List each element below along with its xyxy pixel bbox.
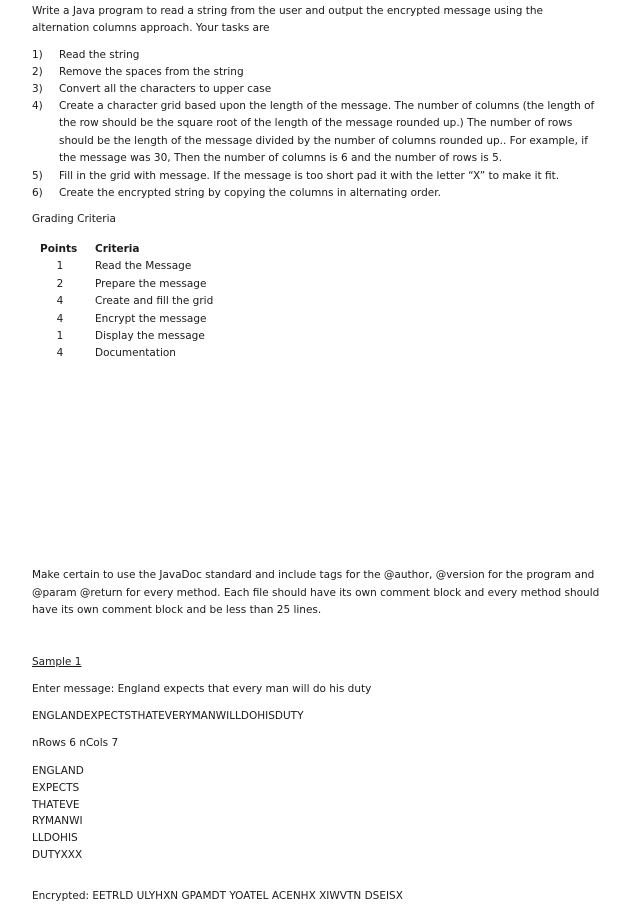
points-cell: 1	[56, 260, 64, 273]
criteria-column-header: Criteria	[95, 243, 140, 255]
criteria-cell: Documentation	[95, 347, 176, 360]
list-item-text: Read the string	[59, 49, 140, 61]
list-item-number: 1)	[32, 49, 43, 61]
grading-heading: Grading Criteria	[32, 213, 116, 225]
intro-paragraph: Write a Java program to read a string from the user and output the encrypted message using the alternation columns approach. Your tasks are	[32, 5, 543, 34]
list-item-number: 5)	[32, 170, 43, 182]
list-item-text: Remove the spaces from the string	[59, 66, 244, 78]
criteria-cell: Read the Message	[95, 260, 192, 273]
table-row	[40, 276, 213, 293]
grading-table	[40, 241, 213, 363]
table-row	[40, 293, 213, 310]
list-item	[32, 168, 597, 185]
criteria-cell: Display the message	[95, 330, 205, 343]
points-cell: 4	[56, 295, 64, 308]
list-item	[32, 47, 597, 64]
points-cell: 2	[56, 277, 64, 290]
list-item-text: Convert all the characters to upper case	[59, 83, 272, 95]
sample-encrypted: Encrypted: EETRLD ULYHXN GPAMDT YOATEL ACENHX XIWVTN DSEISX	[32, 890, 403, 902]
list-item-text: Create a character grid based upon the length of the message. The number of columns (the length of the row should be the square root of the length of the message rounded up.) The number of rows should be the length of the message divided by the number of columns rounded up.. For example, if the message was 30, Then the number of columns is 6 and the number of rows is 5.	[59, 100, 595, 165]
grid-row: LLDOHIS	[32, 832, 78, 844]
points-cell: 4	[56, 312, 64, 325]
table-row	[40, 345, 213, 362]
grid-row: ENGLAND	[32, 765, 84, 777]
list-item	[32, 81, 597, 98]
list-item-number: 4)	[32, 100, 43, 112]
table-row	[40, 328, 213, 345]
list-item-number: 3)	[32, 83, 43, 95]
sample-cleaned-message: ENGLANDEXPECTSTHATEVERYMANWILLDOHISDUTY	[32, 710, 304, 722]
list-item	[32, 98, 597, 168]
criteria-cell: Create and fill the grid	[95, 295, 214, 308]
sample-title: Sample 1	[32, 656, 82, 668]
criteria-cell: Prepare the message	[95, 277, 207, 290]
points-column-header: Points	[40, 243, 78, 255]
list-item-text: Fill in the grid with message. If the message is too short pad it with the letter “X” to make it fit.	[59, 170, 560, 182]
table-row	[40, 258, 213, 275]
list-item-text: Create the encrypted string by copying the columns in alternating order.	[59, 187, 441, 199]
list-item-number: 6)	[32, 187, 43, 199]
criteria-cell: Encrypt the message	[95, 312, 207, 325]
list-item	[32, 185, 597, 202]
grid-row: DUTYXXX	[32, 849, 83, 861]
points-cell: 1	[56, 330, 64, 343]
javadoc-note: Make certain to use the JavaDoc standard and include tags for the @author, @version for the program and @param @return for every method. Each file should have its own comment block and every method should have its own comment block and be less than 25 lines.	[32, 569, 600, 616]
sample-prompt: Enter message: England expects that every man will do his duty	[32, 683, 372, 695]
grid-row: THATEVE	[32, 799, 80, 811]
list-item	[32, 64, 597, 81]
list-item-number: 2)	[32, 66, 43, 78]
grid-row: RYMANWI	[32, 815, 83, 827]
table-row	[40, 311, 213, 328]
points-cell: 4	[56, 347, 64, 360]
grid-row: EXPECTS	[32, 782, 80, 794]
table-header-row	[40, 241, 213, 258]
sample-dimensions: nRows 6 nCols 7	[32, 737, 119, 749]
